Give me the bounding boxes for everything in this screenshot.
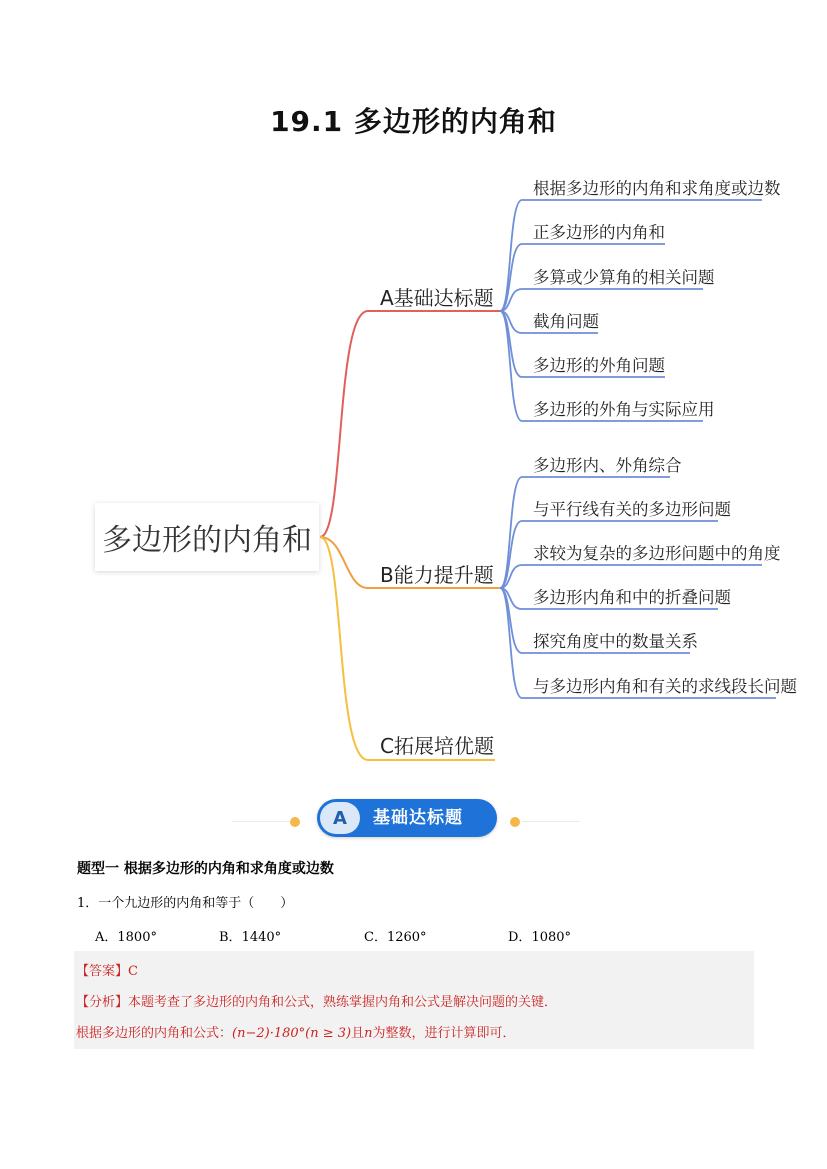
angle-sum-formula: (n−2)·180°(n ≥ 3) [232, 1026, 352, 1041]
page-title: 19.1 多边形的内角和 [270, 105, 557, 138]
link-root-to-c [320, 537, 368, 760]
question-stem-text: 一个九边形的内角和等于（ ） [98, 896, 294, 911]
badge-left-dot [290, 817, 300, 827]
branch-c-label: C拓展培优题 [380, 734, 494, 758]
badge-left-line [232, 821, 290, 822]
analysis-label: 【分析】 [76, 995, 129, 1010]
leaf-a-6: 多边形的外角与实际应用 [533, 400, 715, 419]
detail-line [76, 1022, 516, 1041]
option-d [508, 926, 571, 945]
leaf-b-5: 探究角度中的数量关系 [533, 632, 698, 651]
leaf-a-1: 根据多边形的内角和求角度或边数 [533, 179, 781, 198]
option-a-text: 1800° [117, 930, 157, 945]
solution-box [74, 951, 754, 1049]
detail-mid: 且 [351, 1026, 365, 1041]
leaf-a-2: 正多边形的内角和 [533, 223, 665, 242]
option-b-key: B． [219, 930, 242, 945]
leaf-link-a-1 [500, 200, 762, 311]
option-a-key: A． [95, 930, 118, 945]
branch-a-label: A基础达标题 [380, 286, 494, 310]
analysis-text: 本题考查了多边形的内角和公式，熟练掌握内角和公式是解决问题的关键． [128, 995, 558, 1010]
leaf-b-1: 多边形内、外角综合 [533, 456, 682, 475]
question-stem [77, 892, 293, 911]
option-c-key: C． [364, 930, 387, 945]
analysis-line [76, 991, 557, 1010]
question-number: 1． [77, 896, 99, 911]
leaf-b-6: 与多边形内角和有关的求线段长问题 [533, 677, 797, 696]
option-c [364, 926, 427, 945]
leaf-a-4: 截角问题 [533, 312, 599, 331]
answer-line [76, 960, 138, 979]
leaf-a-5: 多边形的外角问题 [533, 356, 665, 375]
leaf-link-b-1 [500, 477, 670, 588]
option-d-text: 1080° [531, 930, 572, 945]
link-root-to-a [320, 311, 368, 537]
badge-right-dot [510, 817, 520, 827]
detail-prefix: 根据多边形的内角和公式： [76, 1026, 233, 1041]
badge-right-line [522, 821, 580, 822]
leaf-b-4: 多边形内角和中的折叠问题 [533, 588, 731, 607]
answer-label: 【答案】 [76, 964, 129, 979]
answer-value: C [128, 964, 138, 979]
option-a [95, 926, 157, 945]
section-title: 基础达标题 [373, 808, 463, 828]
option-b [219, 926, 281, 945]
branch-underlines [368, 311, 500, 760]
option-b-text: 1440° [241, 930, 282, 945]
option-d-key: D． [508, 930, 532, 945]
section-letter: A [320, 802, 360, 834]
branch-b-label: B能力提升题 [380, 563, 494, 587]
detail-suffix: 为整数，进行计算即可． [372, 1026, 516, 1041]
leaf-link-a-3 [500, 289, 703, 311]
leaf-b-2: 与平行线有关的多边形问题 [533, 500, 731, 519]
option-c-text: 1260° [386, 930, 427, 945]
variable-n: n [364, 1026, 373, 1041]
leaf-a-3: 多算或少算角的相关问题 [533, 268, 715, 287]
section-badge [317, 799, 497, 837]
root-branch-links [320, 311, 368, 760]
mind-map-root: 多边形的内角和 [95, 503, 319, 571]
question-type-heading: 题型一 根据多边形的内角和求角度或边数 [77, 861, 334, 877]
leaf-b-3: 求较为复杂的多边形问题中的角度 [533, 544, 781, 563]
